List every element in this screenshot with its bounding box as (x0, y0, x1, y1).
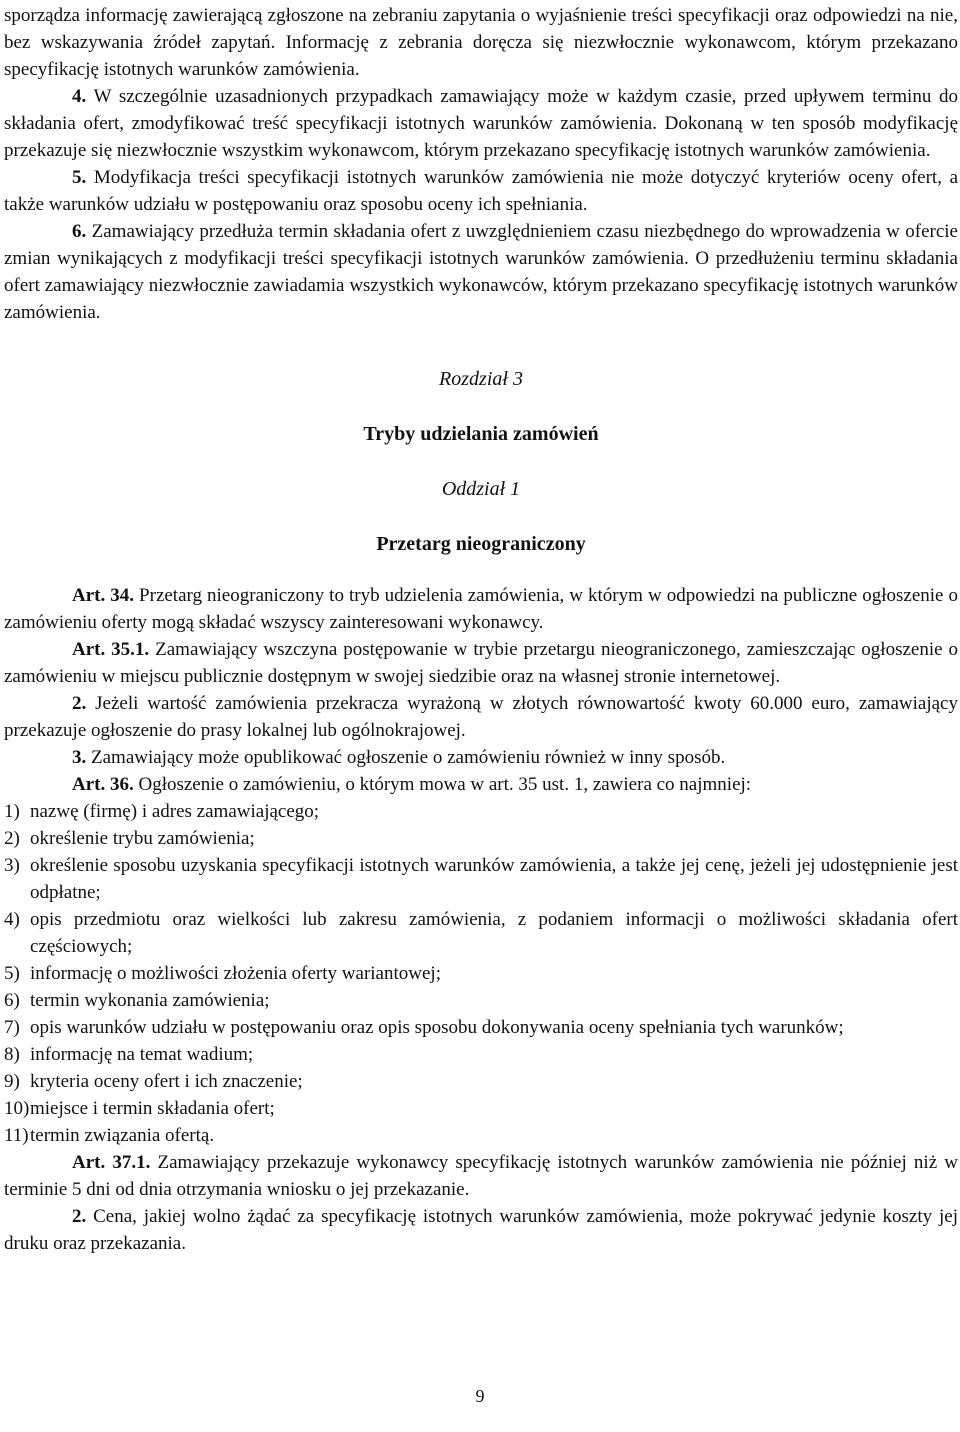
list-item-number: 6) (4, 990, 20, 1011)
paragraph-number: 5. (72, 167, 87, 188)
article-number: Art. 37.1. (72, 1152, 151, 1173)
list-item-text: informację o możliwości złożenia oferty wariantowej; (30, 963, 441, 984)
article-number: 2. (72, 1206, 87, 1227)
article-number: 3. (72, 747, 87, 768)
list-item (4, 1122, 958, 1149)
list-item-number: 3) (4, 855, 20, 876)
list-item-text: opis przedmiotu oraz wielkości lub zakresu zamówienia, z podaniem informacji o możliwości składania ofert częściowych; (30, 909, 958, 957)
article-text: Zamawiający może opublikować ogłoszenie o zamówieniu również w inny sposób. (86, 747, 726, 768)
chapter-heading: Rozdział 3 (439, 368, 523, 390)
article-34 (4, 582, 958, 636)
list-item-text: opis warunków udziału w postępowaniu oraz opis sposobu dokonywania oceny spełniania tych warunków; (30, 1017, 844, 1038)
list-item (4, 987, 958, 1014)
list-item-text: określenie sposobu uzyskania specyfikacji istotnych warunków zamówienia, a także jej cenę, jeżeli jej udostępnienie jest odpłatne; (30, 855, 958, 903)
article-37-2 (4, 1203, 958, 1257)
document-page (4, 2, 958, 1257)
article-number: Art. 34. (72, 585, 135, 606)
article-text: Cena, jakiej wolno żądać za specyfikację istotnych warunków zamówienia, może pokrywać jedynie koszty jej druku oraz przekazania. (4, 1206, 958, 1254)
list-item-number: 2) (4, 828, 20, 849)
list-item (4, 1068, 958, 1095)
intro-paragraph: sporządza informację zawierającą zgłoszone na zebraniu zapytania o wyjaśnienie treści specyfikacji oraz odpowiedzi na nie, bez wskazywania źródeł zapytań. Informację z zebrania doręcza się niezwłocznie wykonawcom, którym przekazano specyfikację istotnych warunków zamówienia. (4, 5, 958, 80)
paragraph-5 (4, 164, 958, 218)
list-item-text: nazwę (firmę) i adres zamawiającego; (30, 801, 320, 822)
list-item (4, 1014, 958, 1041)
list-item (4, 1095, 958, 1122)
article-37-1 (4, 1149, 958, 1203)
list-item-text: informację na temat wadium; (30, 1044, 254, 1065)
section-title: Przetarg nieograniczony (376, 533, 586, 555)
list-item-number: 10) (4, 1098, 30, 1119)
article-text: Jeżeli wartość zamówienia przekracza wyrażoną w złotych równowartość kwoty 60.000 euro, zamawiający przekazuje ogłoszenie do prasy lokalnej lub ogólnokrajowej. (4, 693, 958, 741)
section-heading: Oddział 1 (441, 478, 521, 500)
list-item-number: 8) (4, 1044, 20, 1065)
list-item-number: 11) (4, 1125, 29, 1146)
article-35-1 (4, 636, 958, 690)
article-text: Zamawiający wszczyna postępowanie w trybie przetargu nieograniczonego, zamieszczając ogłoszenie o zamówieniu w miejscu publicznie dostępnym w swojej siedzibie oraz na własnej stronie internetowej. (4, 639, 958, 687)
list-item (4, 852, 958, 906)
paragraph-number: 6. (72, 221, 87, 242)
paragraph-number: 4. (72, 86, 87, 107)
list-item-text: termin wykonania zamówienia; (30, 990, 270, 1011)
page-number: 9 (475, 1386, 485, 1406)
article-number: Art. 36. (72, 774, 134, 795)
list-item (4, 1041, 958, 1068)
article-number: 2. (72, 693, 87, 714)
paragraph-text: Zamawiający przedłuża termin składania ofert z uwzględnieniem czasu niezbędnego do wprowadzenia w ofercie zmian wynikających z modyfikacji treści specyfikacji istotnych warunków zamówienia. O przedłużeniu terminu składania ofert zamawiający niezwłocznie zawiadamia wszystkich wykonawców, którym przekazano specyfikację istotnych warunków zamówienia. (4, 221, 958, 323)
paragraph-6 (4, 218, 958, 326)
article-35-3 (4, 744, 958, 771)
article-36 (4, 771, 958, 798)
paragraph-text: Modyfikacja treści specyfikacji istotnych warunków zamówienia nie może dotyczyć kryteriów oceny ofert, a także warunków udziału w postępowaniu oraz sposobu oceny ich spełniania. (4, 167, 958, 215)
list-item-number: 5) (4, 963, 20, 984)
list-item-number: 9) (4, 1071, 20, 1092)
chapter-title: Tryby udzielania zamówień (363, 423, 599, 445)
article-35-2 (4, 690, 958, 744)
list-item (4, 825, 958, 852)
article-text: Przetarg nieograniczony to tryb udzielenia zamówienia, w którym w odpowiedzi na publiczne ogłoszenie o zamówieniu oferty mogą składać wszyscy zainteresowani wykonawcy. (4, 585, 958, 633)
article-text: Zamawiający przekazuje wykonawcy specyfikację istotnych warunków zamówienia nie później niż w terminie 5 dni od dnia otrzymania wniosku o jej przekazanie. (4, 1152, 958, 1200)
list-item-number: 1) (4, 801, 20, 822)
paragraph-text: W szczególnie uzasadnionych przypadkach zamawiający może w każdym czasie, przed upływem terminu do składania ofert, zmodyfikować treść specyfikacji istotnych warunków zamówienia. Dokonaną w ten sposób modyfikację przekazuje się niezwłocznie wszystkim wykonawcom, którym przekazano specyfikację istotnych warunków zamówienia. (4, 86, 958, 161)
article-text: Ogłoszenie o zamówieniu, o którym mowa w art. 35 ust. 1, zawiera co najmniej: (133, 774, 752, 795)
list-item-number: 4) (4, 909, 20, 930)
list-item (4, 960, 958, 987)
list-item-text: kryteria oceny ofert i ich znaczenie; (30, 1071, 303, 1092)
article-36-list (4, 798, 958, 1149)
list-item (4, 906, 958, 960)
list-item-text: termin związania ofertą. (30, 1125, 215, 1146)
list-item (4, 798, 958, 825)
paragraph-4 (4, 83, 958, 164)
list-item-text: określenie trybu zamówienia; (30, 828, 255, 849)
list-item-number: 7) (4, 1017, 20, 1038)
list-item-text: miejsce i termin składania ofert; (30, 1098, 275, 1119)
article-number: Art. 35.1. (72, 639, 150, 660)
